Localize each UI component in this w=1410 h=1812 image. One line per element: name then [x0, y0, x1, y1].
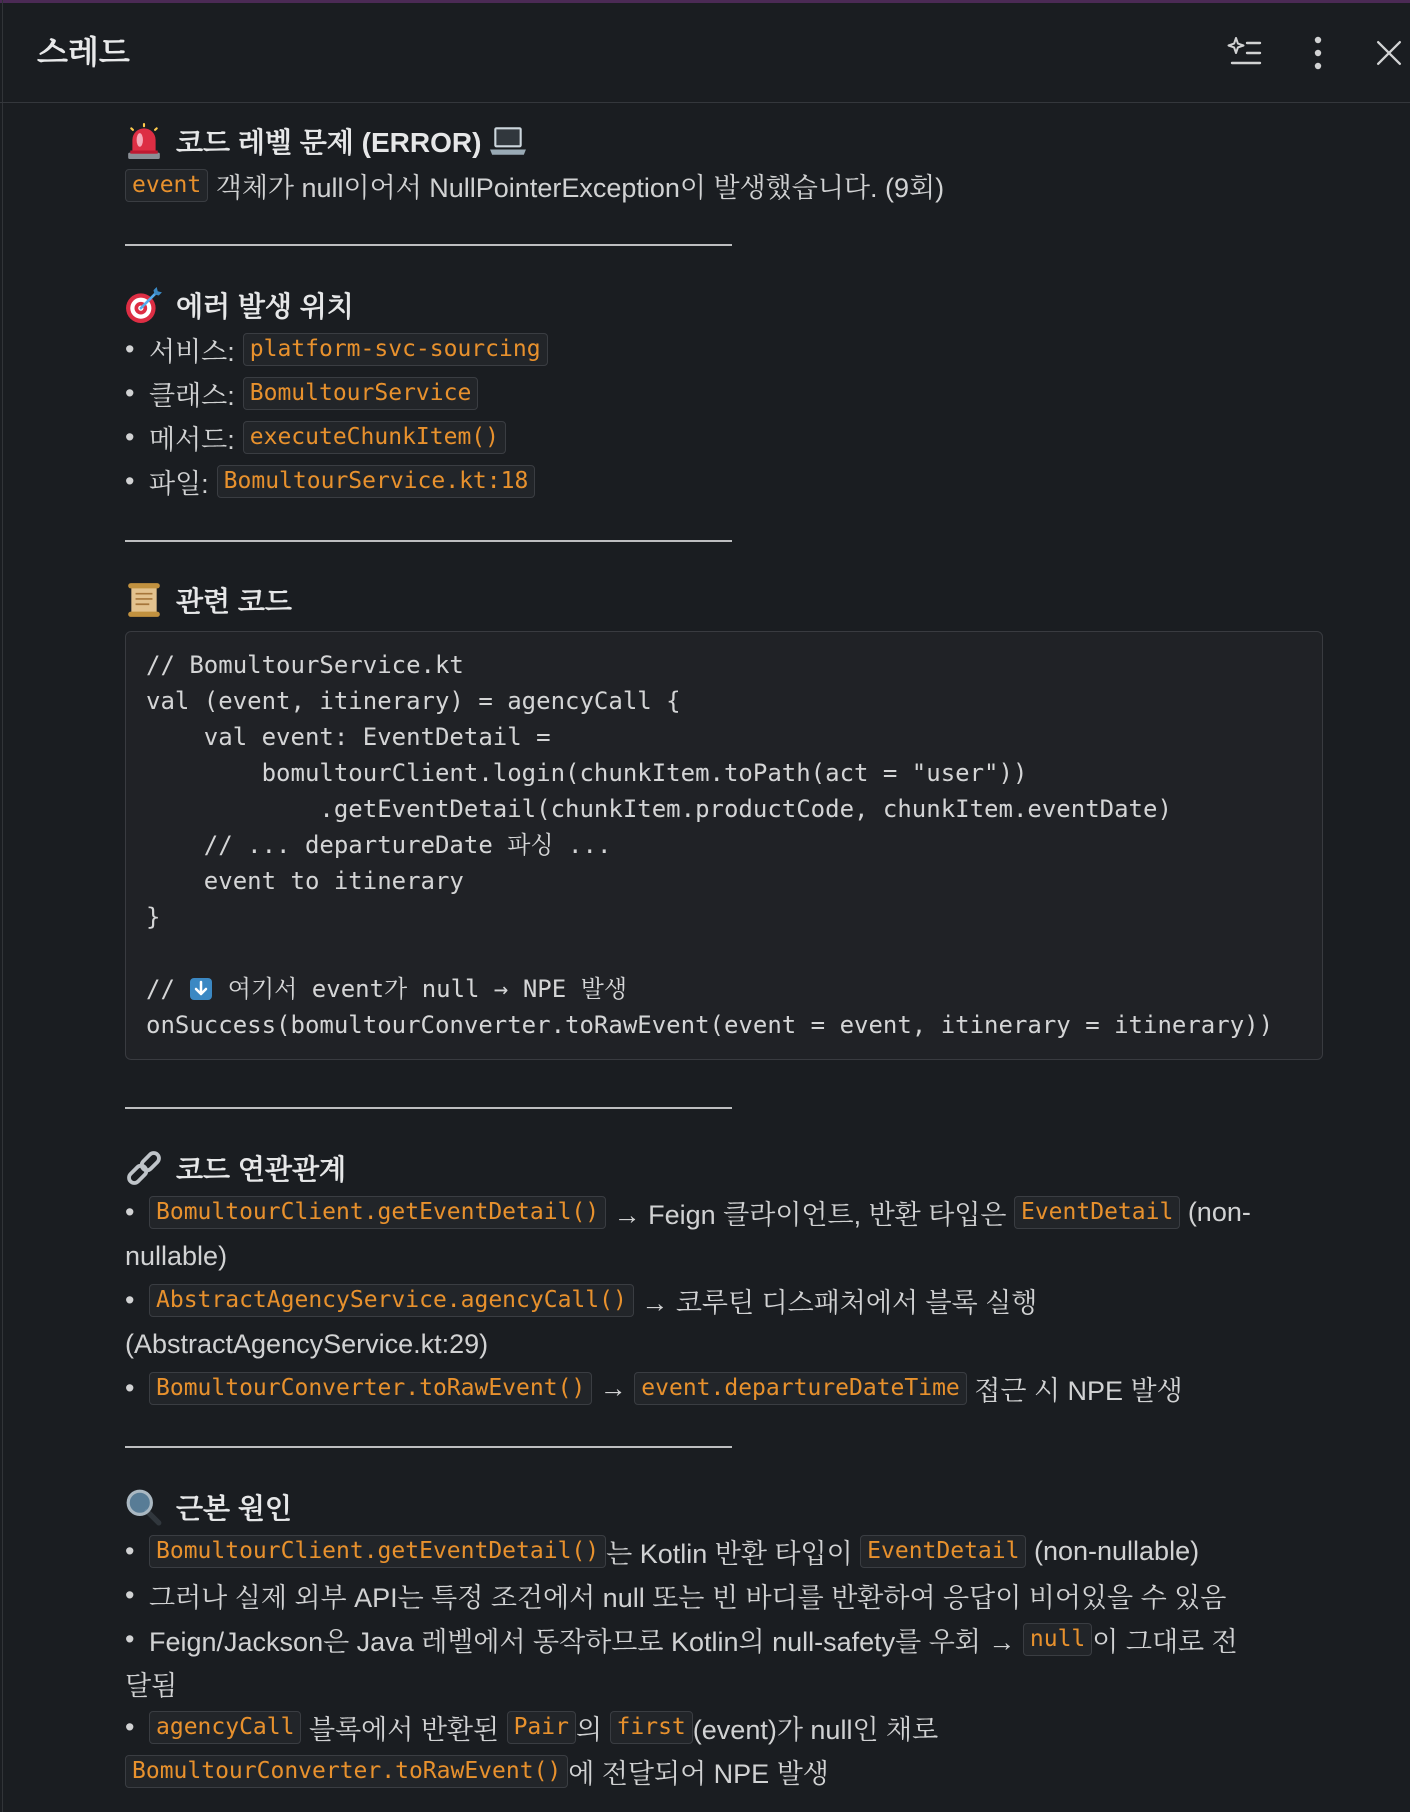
relation-text: (non- [1180, 1196, 1251, 1227]
cause-item [125, 1529, 1365, 1573]
relation-text: → [592, 1372, 635, 1403]
code-line: .getEventDetail(chunkItem.productCode, chunkItem.eventDate) [146, 795, 1172, 823]
inline-code: BomultourService [243, 377, 479, 410]
code-line: event to itinerary [146, 867, 464, 895]
list-line-continuation [125, 1234, 1365, 1278]
summarize-button[interactable] [1227, 35, 1263, 71]
bullet: • [125, 421, 135, 452]
more-actions-button[interactable] [1300, 35, 1336, 71]
list-line [125, 1705, 1365, 1749]
section-heading-code [125, 578, 1365, 622]
bullet: • [125, 1196, 135, 1227]
item-label: 서비스: [149, 336, 235, 367]
code-comment-text: 여기서 event가 null → NPE 발생 [213, 975, 627, 1003]
list-line [125, 1366, 1365, 1410]
inline-code: AbstractAgencyService.agencyCall() [149, 1284, 634, 1317]
cause-item [125, 1705, 1365, 1793]
inline-code: BomultourClient.getEventDetail() [149, 1196, 606, 1229]
bullet: • [125, 1623, 135, 1654]
code-line [146, 935, 1302, 971]
bullet: • [125, 1284, 135, 1315]
magnifier-icon [125, 1488, 163, 1526]
down-arrow-keycap-icon [189, 977, 213, 1001]
location-item-class [125, 371, 1365, 415]
target-icon [125, 286, 163, 324]
inline-code: EventDetail [860, 1535, 1026, 1568]
inline-code: agencyCall [149, 1711, 301, 1744]
relation-text: nullable) [125, 1240, 228, 1271]
relation-text: → 코루틴 디스패처에서 블록 실행 [633, 1287, 1038, 1318]
cause-item [125, 1617, 1365, 1705]
cause-text: 블록에서 반환된 [301, 1714, 507, 1745]
bullet: • [125, 377, 135, 408]
item-label: 파일: [149, 468, 209, 499]
location-item-method [125, 415, 1365, 459]
inline-code: event [125, 169, 208, 202]
cause-item [125, 1573, 1365, 1617]
cause-text: (event)가 null인 채로 [692, 1714, 939, 1745]
inline-code: event.departureDateTime [634, 1372, 967, 1405]
bullet: • [125, 1372, 135, 1403]
cause-text: (non-nullable) [1026, 1535, 1200, 1566]
cause-text: 이 그대로 전 [1092, 1626, 1238, 1657]
section-heading-relations [125, 1146, 1365, 1190]
item-label: 클래스: [149, 380, 235, 411]
section-title: 코드 레벨 문제 (ERROR) [176, 127, 482, 158]
section-heading-root-cause [125, 1485, 1365, 1529]
cause-text: 에 전달되어 NPE 발생 [568, 1758, 829, 1789]
cause-text: 달됨 [125, 1670, 178, 1701]
section-divider [125, 1446, 732, 1448]
inline-code: BomultourConverter.toRawEvent() [149, 1372, 592, 1405]
section-title: 코드 연관관계 [176, 1154, 347, 1185]
inline-code: platform-svc-sourcing [243, 333, 548, 366]
item-label: 메서드: [149, 424, 235, 455]
code-line: val (event, itinerary) = agencyCall { [146, 687, 681, 715]
cause-text: 는 Kotlin 반환 타입이 [606, 1538, 861, 1569]
bullet: • [125, 465, 135, 496]
section-divider [125, 244, 732, 246]
list-line [125, 1573, 1365, 1617]
list-line-continuation [125, 1749, 1365, 1793]
code-line: bomultourClient.login(chunkItem.toPath(act = "user")) [146, 759, 1028, 787]
list-line-continuation [125, 1661, 1365, 1705]
code-line: // BomultourService.kt [146, 651, 464, 679]
bullet: • [125, 1579, 135, 1610]
section-title: 관련 코드 [176, 586, 292, 617]
police-light-icon [125, 122, 163, 160]
inline-code: Pair [507, 1711, 576, 1744]
code-block [125, 631, 1323, 1060]
cause-text: 의 [575, 1714, 610, 1745]
relation-item [125, 1278, 1365, 1366]
code-line: } [146, 903, 161, 931]
inline-code: executeChunkItem() [243, 421, 506, 454]
bullet: • [125, 1535, 135, 1566]
sparkle-list-icon [1227, 35, 1263, 71]
error-summary [125, 163, 1365, 207]
list-line [125, 1190, 1365, 1234]
section-divider [125, 540, 732, 542]
inline-code: BomultourService.kt:18 [217, 465, 536, 498]
relation-item [125, 1190, 1365, 1278]
panel-left-border [2, 0, 3, 1812]
panel-title: 스레드 [37, 34, 130, 70]
thread-message-body [125, 102, 1365, 1793]
scroll-icon [125, 581, 163, 619]
relation-item [125, 1366, 1365, 1410]
list-line [125, 1617, 1365, 1661]
relation-text: 접근 시 NPE 발생 [966, 1375, 1183, 1406]
close-icon [1374, 38, 1404, 68]
code-line: val event: EventDetail = [146, 723, 551, 751]
code-line-annotated [146, 971, 1302, 1007]
close-button[interactable] [1371, 35, 1407, 71]
inline-code: first [610, 1711, 693, 1744]
list-line-continuation [125, 1322, 1365, 1366]
vertical-ellipsis-icon [1300, 35, 1336, 71]
section-title: 에러 발생 위치 [176, 291, 354, 322]
code-line: onSuccess(bomultourConverter.toRawEvent(event = event, itinerary = itinerary)) [146, 1011, 1274, 1039]
list-line [125, 1529, 1365, 1573]
thread-header [0, 3, 1410, 103]
code-comment-prefix: // [146, 975, 190, 1003]
location-item-service [125, 327, 1365, 371]
inline-code: BomultourClient.getEventDetail() [149, 1535, 606, 1568]
section-title: 근본 원인 [176, 1493, 292, 1524]
inline-code: EventDetail [1014, 1196, 1180, 1229]
laptop-icon [489, 122, 527, 160]
section-heading-error [125, 119, 1365, 163]
cause-text: Feign/Jackson은 Java 레벨에서 동작하므로 Kotlin의 null-safety를 우회 → [149, 1626, 1023, 1657]
inline-code: BomultourConverter.toRawEvent() [125, 1755, 568, 1788]
bullet: • [125, 333, 135, 364]
link-icon [125, 1149, 163, 1187]
section-heading-location [125, 283, 1365, 327]
section-divider [125, 1107, 732, 1109]
bullet: • [125, 1711, 135, 1742]
cause-text: 그러나 실제 외부 API는 특정 조건에서 null 또는 빈 바디를 반환하여 응답이 비어있을 수 있음 [149, 1582, 1227, 1613]
list-line [125, 1278, 1365, 1322]
inline-code: null [1023, 1623, 1092, 1656]
relation-text: → Feign 클라이언트, 반환 타입은 [606, 1199, 1014, 1230]
relation-text: (AbstractAgencyService.kt:29) [125, 1328, 489, 1359]
location-item-file [125, 459, 1365, 503]
code-line: // ... departureDate 파싱 ... [146, 831, 612, 859]
error-summary-text: 객체가 null이어서 NullPointerException이 발생했습니다. (9회) [208, 172, 945, 203]
